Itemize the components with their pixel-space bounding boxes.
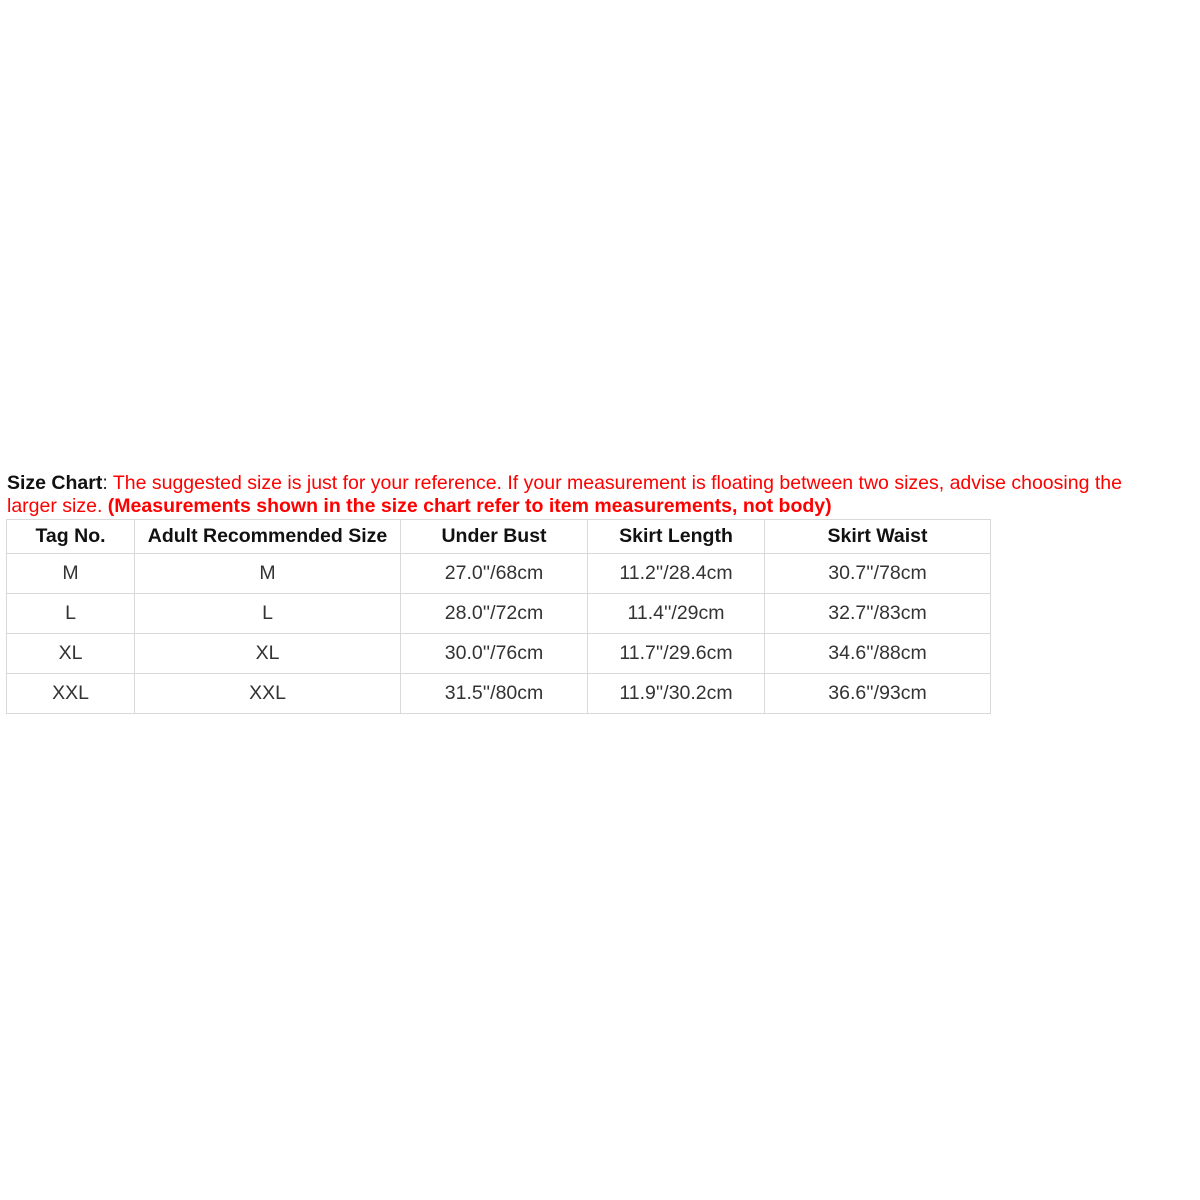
cell-skirt-waist: 34.6''/88cm — [765, 634, 991, 674]
cell-under-bust: 28.0''/72cm — [401, 594, 588, 634]
intro-line-2 — [7, 495, 1197, 518]
table-row — [7, 554, 991, 594]
cell-tag-no: XXL — [7, 674, 135, 714]
cell-adult-size: L — [135, 594, 401, 634]
cell-tag-no: M — [7, 554, 135, 594]
size-chart-intro — [7, 472, 1197, 518]
cell-adult-size: XL — [135, 634, 401, 674]
size-note-text: The suggested size is just for your reference. If your measurement is floating between two sizes, advise choosing the — [107, 472, 1122, 494]
cell-adult-size: XXL — [135, 674, 401, 714]
table-row — [7, 634, 991, 674]
header-adult-recommended-size: Adult Recommended Size — [135, 520, 401, 554]
cell-skirt-length: 11.9''/30.2cm — [588, 674, 765, 714]
cell-skirt-length: 11.2''/28.4cm — [588, 554, 765, 594]
table-header-row — [7, 520, 991, 554]
cell-skirt-length: 11.4''/29cm — [588, 594, 765, 634]
cell-skirt-length: 11.7''/29.6cm — [588, 634, 765, 674]
size-chart-colon: : — [102, 472, 108, 494]
header-under-bust: Under Bust — [401, 520, 588, 554]
cell-tag-no: L — [7, 594, 135, 634]
intro-line-1 — [7, 472, 1197, 495]
header-skirt-waist: Skirt Waist — [765, 520, 991, 554]
cell-skirt-waist: 32.7''/83cm — [765, 594, 991, 634]
measurement-disclaimer: (Measurements shown in the size chart refer to item measurements, not body) — [107, 495, 832, 517]
cell-skirt-waist: 30.7''/78cm — [765, 554, 991, 594]
cell-skirt-waist: 36.6''/93cm — [765, 674, 991, 714]
size-chart-label: Size Chart — [7, 472, 103, 494]
header-skirt-length: Skirt Length — [588, 520, 765, 554]
cell-under-bust: 30.0''/76cm — [401, 634, 588, 674]
size-chart-table — [6, 519, 991, 714]
cell-under-bust: 27.0''/68cm — [401, 554, 588, 594]
table-row — [7, 674, 991, 714]
header-tag-no: Tag No. — [7, 520, 135, 554]
cell-adult-size: M — [135, 554, 401, 594]
table-row — [7, 594, 991, 634]
cell-under-bust: 31.5''/80cm — [401, 674, 588, 714]
size-note-continuation: larger size. — [7, 495, 108, 517]
cell-tag-no: XL — [7, 634, 135, 674]
